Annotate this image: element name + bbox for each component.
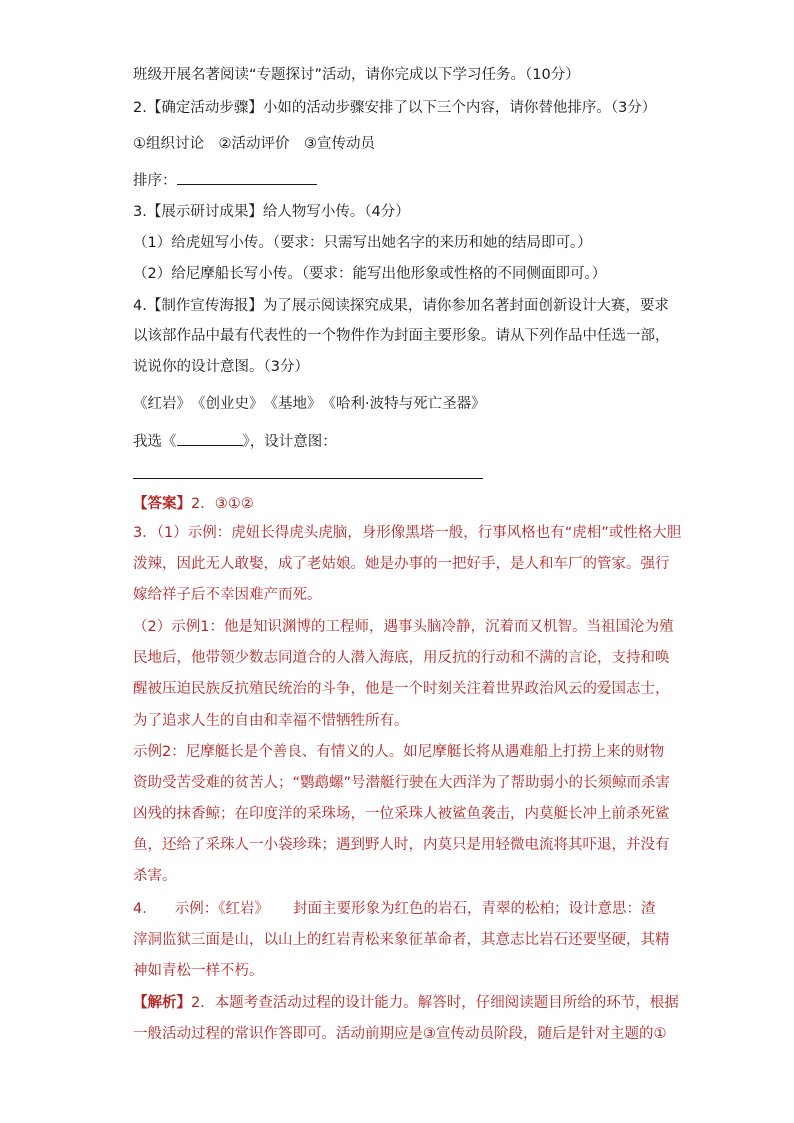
sort-blank bbox=[177, 170, 317, 185]
analysis-label: 【解析】 bbox=[133, 995, 191, 1011]
question-3-title: 3.【展示研讨成果】给人物写小传。（4分） bbox=[133, 204, 410, 220]
question-3-item-1: （1）给虎妞写小传。（要求：只需写出她名字的来历和她的结局即可。） bbox=[133, 235, 592, 251]
choose-prefix: 我选《 bbox=[133, 434, 177, 450]
answer-example-2-line-2: 资助受苦受难的贫苦人；“鹦鹉螺”号潜艇行驶在大西洋为了帮助弱小的长须鲸而杀害 bbox=[133, 775, 671, 791]
question-2-answer-line bbox=[133, 170, 317, 191]
answer-q3-2-line-1: （2）示例1：他是知识渊博的工程师，遇事头脑冷静，沉着而又机智。当祖国沦为殖 bbox=[133, 619, 674, 635]
answer-q4-line-1 bbox=[133, 899, 655, 919]
answer-q3-1-line-1: 3．（1）示例：虎妞长得虎头虎脑，身形像黑塔一般，行事风格也有“虎相”或性格大胆 bbox=[133, 525, 682, 541]
question-4-line-3: 说说你的设计意图。（3分） bbox=[133, 359, 309, 375]
answer-q4-line-2: 滓洞监狱三面是山，以山上的红岩青松来象征革命者，其意志比岩石还要坚硬，其精 bbox=[133, 932, 670, 948]
answer-q3-2-line-3: 醒被压迫民族反抗殖民统治的斗争，他是一个时刻关注着世界政治风云的爱国志士， bbox=[133, 681, 670, 697]
intro-text: 班级开展名著阅读“专题探讨”活动，请你完成以下学习任务。（10分） bbox=[133, 67, 580, 83]
question-2-options: ①组织讨论 ②活动评价 ③宣传动员 bbox=[133, 136, 375, 152]
answer-q3-2-line-4: 为了追求人生的自由和幸福不惜牺牲所有。 bbox=[133, 713, 409, 729]
choose-suffix: 》，设计意图： bbox=[242, 434, 337, 450]
answer-q4-number: 4． bbox=[133, 901, 157, 917]
answer-q3-2-line-2: 民地后，他带领少数志同道合的人潜入海底，用反抗的行动和不满的言论，支持和唤 bbox=[133, 650, 670, 666]
answer-example-2-line-1: 示例2：尼摩艇长是个善良、有情义的人。如尼摩艇长将从遇难船上打捞上来的财物 bbox=[133, 744, 665, 760]
answer-q4-example: 示例：《红岩》 bbox=[174, 901, 269, 917]
answer-label: 【答案】 bbox=[133, 496, 191, 512]
analysis-line-2: 一般活动过程的常识作答即可。活动前期应是③宣传动员阶段，随后是针对主题的① bbox=[133, 1026, 667, 1042]
analysis-text-1: 2．本题考查活动过程的设计能力。解答时，仔细阅读题目所给的环节，根据 bbox=[191, 995, 679, 1011]
question-3-item-2: （2）给尼摩船长写小传。（要求：能写出他形象或性格的不同侧面即可。） bbox=[133, 266, 607, 282]
answer-q4-description: 封面主要形象为红色的岩石，青翠的松柏；设计意思：渣 bbox=[292, 901, 656, 917]
answer-q3-1-line-2: 泼辣，因此无人敢娶，成了老姑娘。她是办事的一把好手，是人和车厂的管家。强行 bbox=[133, 556, 670, 572]
question-4-line-1: 4.【制作宣传海报】为了展示阅读探究成果，请你参加名著封面创新设计大赛，要求 bbox=[133, 298, 669, 314]
choose-blank bbox=[177, 431, 243, 446]
question-4-books: 《红岩》 《创业史》 《基地》 《哈利·波特与死亡圣器》 bbox=[133, 396, 486, 412]
question-2-title: 2.【确定活动步骤】小如的活动步骤安排了以下三个内容，请你替他排序。（3分） bbox=[133, 100, 657, 116]
question-4-choose-line bbox=[133, 431, 337, 452]
analysis-line-1 bbox=[133, 993, 679, 1013]
answer-line-q2 bbox=[133, 494, 254, 514]
answer-q2: 2．③①② bbox=[191, 496, 254, 512]
sort-label: 排序： bbox=[133, 173, 177, 189]
answer-q3-1-line-3: 嫁给祥子后不幸因难产而死。 bbox=[133, 587, 322, 603]
answer-q4-line-3: 神如青松一样不朽。 bbox=[133, 963, 264, 979]
answer-example-2-line-3: 凶残的抹香鲸；在印度洋的采珠场，一位采珠人被鲨鱼袭击，内莫艇长冲上前杀死鲨 bbox=[133, 806, 670, 822]
question-4-line-2: 以该部作品中最有代表性的一个物件作为封面主要形象。请从下列作品中任选一部， bbox=[133, 328, 670, 344]
answer-example-2-line-4: 鱼，还给了采珠人一小袋珍珠；遇到野人时，内莫只是用轻微电流将其吓退，并没有 bbox=[133, 837, 670, 853]
design-intent-answer-line bbox=[133, 478, 483, 479]
answer-example-2-line-5: 杀害。 bbox=[133, 868, 177, 884]
